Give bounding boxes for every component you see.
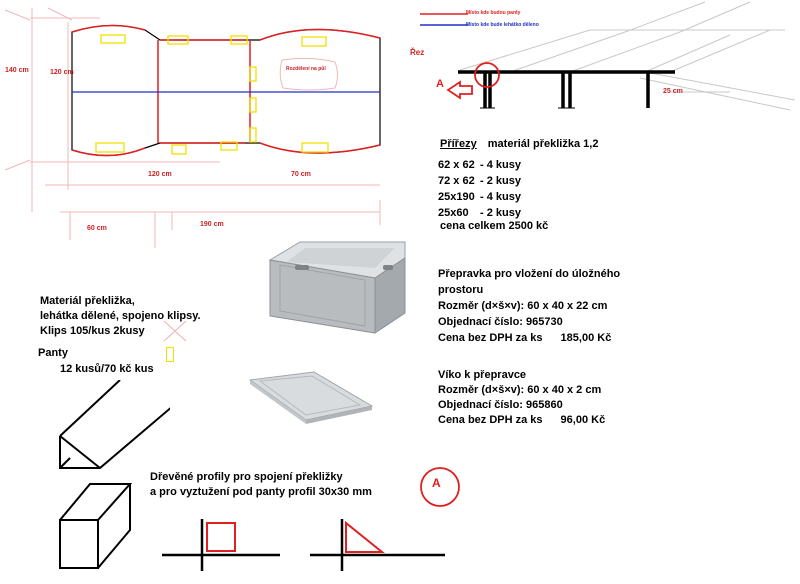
- crate-image: [265, 238, 415, 338]
- dim-70: 70 cm: [291, 171, 311, 178]
- hinges-detail: 12 kusů/70 kč kus: [60, 363, 154, 375]
- cut-row: 72 x 62 - 2 kusy: [438, 175, 521, 187]
- dim-25: 25 cm: [663, 88, 683, 95]
- lid-title: Víko k přepravce: [438, 369, 527, 381]
- section-arrow: [448, 82, 472, 98]
- section-title: Řez: [410, 48, 425, 57]
- dim-120-horizontal: 120 cm: [148, 171, 172, 178]
- lid-dims: Rozměr (d×š×v): 60 x 40 x 2 cm: [438, 384, 602, 396]
- lid-image: [246, 368, 376, 428]
- plan-hinge-lines: [72, 25, 380, 155]
- hinge-yellow-icon: [166, 347, 174, 362]
- profile-details: [150, 505, 470, 575]
- plan-note: Rozdělení na půl: [286, 66, 326, 72]
- profiles-line-2: a pro vyztužení pod panty profil 30x30 mm: [150, 486, 372, 498]
- crate-title-1: Přepravka pro vložení do úložného: [438, 268, 621, 280]
- detail-a-label: A: [432, 476, 441, 490]
- profiles-block: [150, 470, 372, 500]
- lid-price-row: Cena bez DPH za ks 96,00 Kč: [438, 414, 606, 426]
- legend-hinge-text: Místo kde budou panty: [466, 10, 521, 16]
- plan-clips: [96, 35, 328, 154]
- clip-cross-icon: [162, 319, 188, 343]
- cuts-total: cena celkem 2500 kč: [440, 220, 549, 232]
- section-detail-circle: [475, 63, 499, 87]
- dim-120-vertical: 120 cm: [50, 69, 74, 76]
- dim-140: 140 cm: [5, 67, 29, 74]
- material-line-2: lehátka dělené, spojeno klipsy.: [40, 310, 201, 322]
- section-bench: [458, 72, 675, 108]
- legend-split-text: Místo kde bude lehátko děleno: [466, 22, 539, 28]
- crate-block: [438, 266, 620, 298]
- dim-60: 60 cm: [87, 225, 107, 232]
- cut-row: 25x190 - 4 kusy: [438, 191, 521, 203]
- cuts-list: [438, 157, 521, 221]
- plan-note-bubble: [280, 58, 337, 90]
- plan-outline: [72, 25, 380, 155]
- lid-block: [438, 368, 605, 428]
- cut-row: 62 x 62 - 4 kusy: [438, 159, 521, 171]
- crate-order: Objednací číslo: 965730: [438, 316, 563, 328]
- material-line-3: Klips 105/kus 2kusy: [40, 325, 145, 337]
- crate-price-row: Cena bez DPH za ks 185,00 Kč: [438, 332, 612, 344]
- lid-order: Objednací číslo: 965860: [438, 399, 563, 411]
- cuts-heading: Přířezy: [440, 138, 477, 150]
- crate-details: [438, 298, 611, 346]
- hinges-title: Panty: [38, 347, 68, 359]
- crate-title-2: prostoru: [438, 284, 484, 296]
- crate-dims: Rozměr (d×š×v): 60 x 40 x 22 cm: [438, 300, 608, 312]
- section-marker: A: [436, 78, 444, 90]
- cut-row: 25x60 - 2 kusy: [438, 207, 521, 219]
- cuts-material: materiál překližka 1,2: [487, 138, 599, 150]
- dim-190: 190 cm: [200, 221, 224, 228]
- floor-plan-drawing: [0, 0, 400, 250]
- section-drawing: [400, 0, 800, 125]
- plan-guide-lines: [5, 8, 380, 248]
- section-perspective-lines: [460, 2, 795, 110]
- material-line-1: Materiál překližka,: [40, 295, 135, 307]
- cuts-heading-row: [440, 138, 598, 150]
- profiles-line-1: Dřevěné profily pro spojení překližky: [150, 471, 343, 483]
